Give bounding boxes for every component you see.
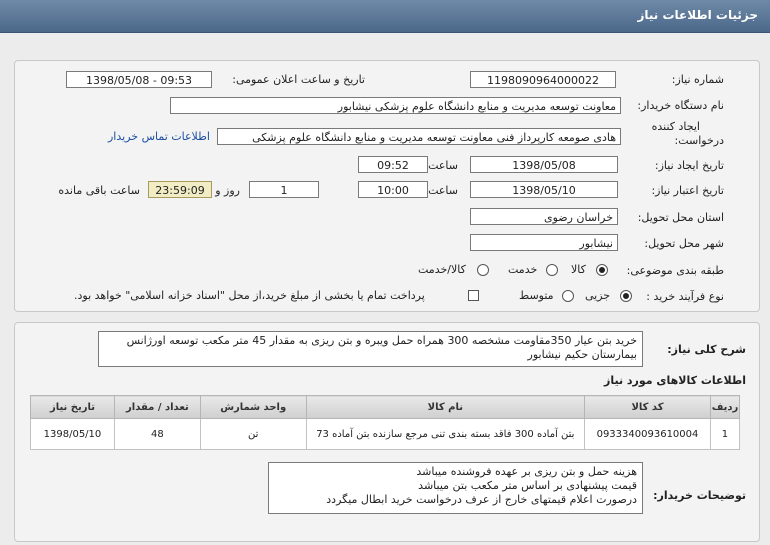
buyer-note-line: هزینه حمل و بتن ریزی بر عهده فروشنده میباشد xyxy=(416,465,637,478)
items-table-header xyxy=(31,396,740,419)
announce-date-label: تاریخ و ساعت اعلان عمومی: xyxy=(232,73,365,86)
process-radio-minor[interactable] xyxy=(620,290,632,302)
process-minor-label: جزیی xyxy=(585,289,611,302)
buyer-note-line: درصورت اعلام قیمتهای خارج از عرف درخواست خرید ابطال میگردد xyxy=(326,493,637,506)
category-label: طبقه بندی موضوعی: xyxy=(626,264,724,277)
description-label: شرح کلی نیاز: xyxy=(667,343,746,356)
cell-item-code: 0933340093610004 xyxy=(585,419,711,450)
category-service-label: خدمت xyxy=(508,263,538,276)
process-medium-label: متوسط xyxy=(519,289,554,302)
treasury-payment-checkbox[interactable] xyxy=(468,290,479,301)
category-radio-service[interactable] xyxy=(546,264,558,276)
create-date-field: 1398/05/08 xyxy=(470,156,618,173)
remaining-time-label: ساعت باقی مانده xyxy=(58,184,140,197)
category-goods-label: کالا xyxy=(571,263,586,276)
creator-field: هادی صومعه کارپرداز فنی معاونت توسعه مدیریت و منابع دانشگاه علوم پزشکی xyxy=(217,128,621,145)
valid-date-label: تاریخ اعتبار نیاز: xyxy=(651,184,724,197)
province-label: استان محل تحویل: xyxy=(637,211,724,224)
buyer-org-field: معاونت توسعه مدیریت و منابع دانشگاه علوم پزشکی نیشابور xyxy=(170,97,621,114)
col-item-code: کد کالا xyxy=(585,396,711,419)
create-time-label: ساعت xyxy=(428,159,458,172)
need-number-label: شماره نیاز: xyxy=(671,73,724,86)
valid-time-label: ساعت xyxy=(428,184,458,197)
cell-qty: 48 xyxy=(114,419,200,450)
remaining-time-field: 23:59:09 xyxy=(148,181,212,198)
items-table xyxy=(30,395,740,450)
category-radio-goods-service[interactable] xyxy=(477,264,489,276)
cell-unit: تن xyxy=(200,419,306,450)
city-field: نیشابور xyxy=(470,234,618,251)
col-row: ردیف xyxy=(710,396,739,419)
col-item-name: نام کالا xyxy=(306,396,584,419)
buyer-contact-link[interactable]: اطلاعات تماس خریدار xyxy=(108,130,210,143)
days-label: روز و xyxy=(215,184,240,197)
creator-label-1: ایجاد کننده xyxy=(651,120,700,133)
buyer-notes-label: توضیحات خریدار: xyxy=(653,489,746,502)
items-section-title: اطلاعات کالاهای مورد نیاز xyxy=(604,374,746,387)
create-time-field: 09:52 xyxy=(358,156,428,173)
city-label: شهر محل تحویل: xyxy=(644,237,724,250)
announce-date-field: 1398/05/08 - 09:53 xyxy=(66,71,212,88)
buyer-note-line: قیمت پیشنهادی بر اساس متر مکعب بتن میباشد xyxy=(418,479,637,492)
need-number-field: 1198090964000022 xyxy=(470,71,616,88)
province-field: خراسان رضوی xyxy=(470,208,618,225)
category-radio-goods[interactable] xyxy=(596,264,608,276)
col-unit: واحد شمارش xyxy=(200,396,306,419)
category-goods-service-label: کالا/خدمت xyxy=(418,263,466,276)
valid-date-field: 1398/05/10 xyxy=(470,181,618,198)
cell-item-name: بتن آماده 300 فاقد بسته بندی تنی مرجع سازنده بتن آماده 73 xyxy=(306,419,584,450)
valid-time-field: 10:00 xyxy=(358,181,428,198)
buyer-notes-field xyxy=(268,462,643,514)
days-field: 1 xyxy=(249,181,319,198)
cell-row: 1 xyxy=(710,419,739,450)
cell-need-date: 1398/05/10 xyxy=(31,419,115,450)
process-label: نوع فرآیند خرید : xyxy=(646,290,724,303)
buyer-org-label: نام دستگاه خریدار: xyxy=(637,99,724,112)
header-bar xyxy=(0,0,770,33)
creator-label-2: درخواست: xyxy=(674,134,724,147)
page-title: جزئیات اطلاعات نیاز xyxy=(637,8,758,22)
description-field: خرید بتن عیار 350مقاومت مشخصه 300 همراه حمل ویبره و بتن ریزی به مقدار 45 متر مکعب توسعه اورژانس بیمارستان حکیم نیشابور xyxy=(98,331,643,367)
col-qty: تعداد / مقدار xyxy=(114,396,200,419)
create-date-label: تاریخ ایجاد نیاز: xyxy=(654,159,724,172)
table-row xyxy=(31,419,740,450)
process-radio-medium[interactable] xyxy=(562,290,574,302)
treasury-payment-note: پرداخت تمام یا بخشی از مبلغ خرید،از محل "اسناد خزانه اسلامی" خواهد بود. xyxy=(74,289,425,302)
col-need-date: تاریخ نیاز xyxy=(31,396,115,419)
